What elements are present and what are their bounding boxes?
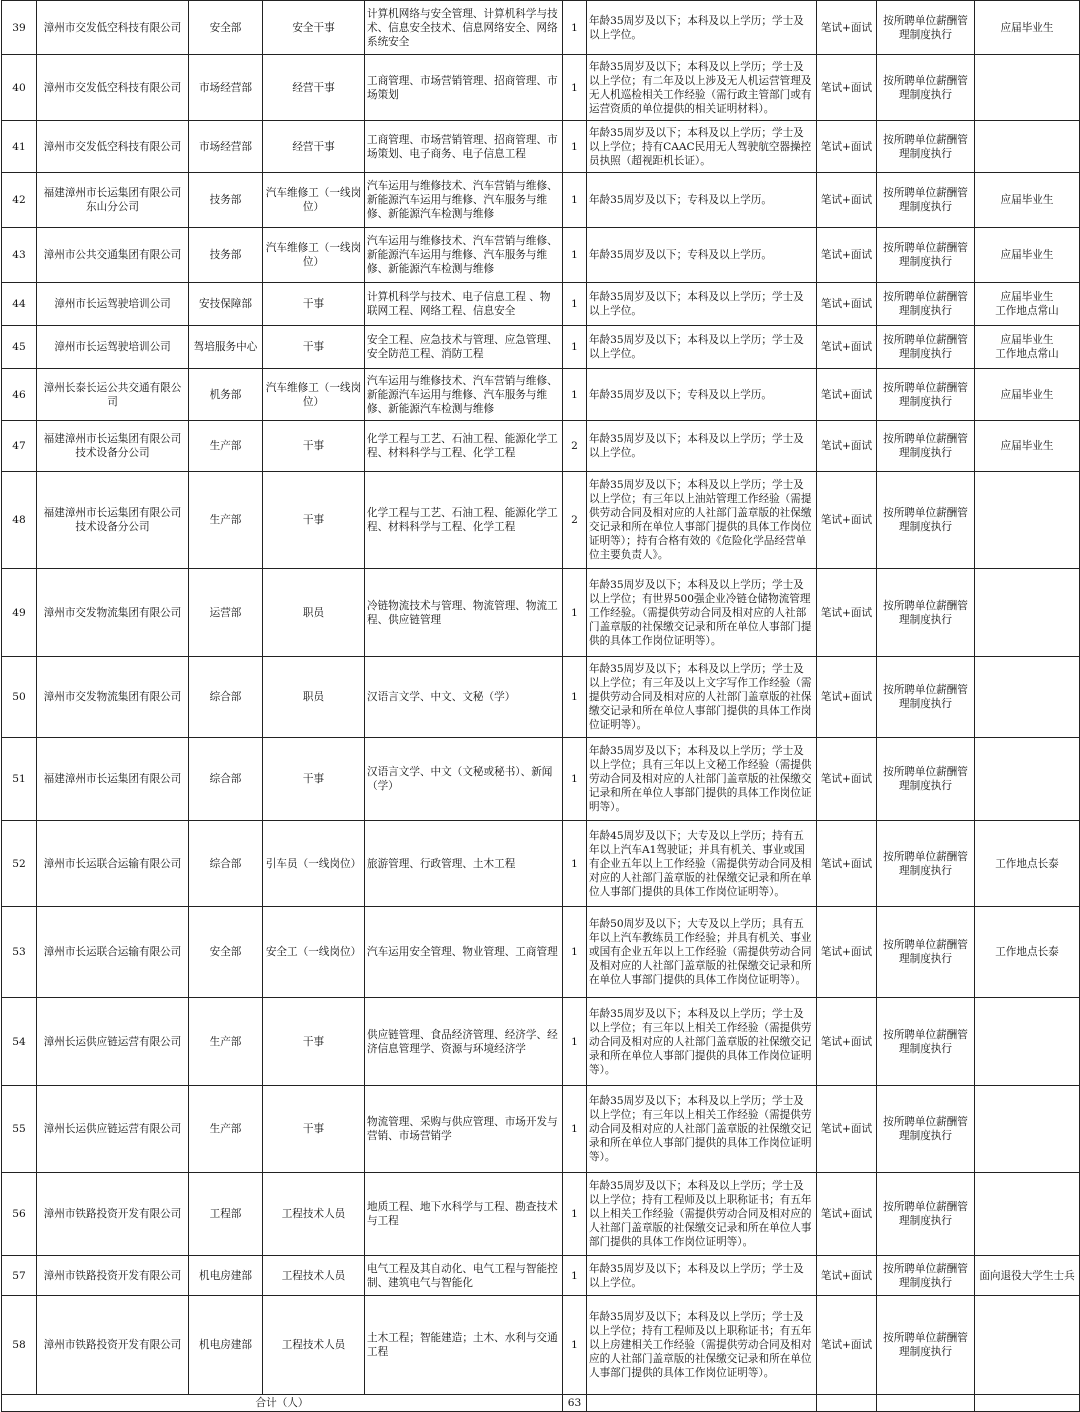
row-number: 55 — [2, 1086, 37, 1173]
remark-cell — [975, 1086, 1080, 1173]
requirements-cell: 年龄35周岁及以下；本科及以上学历；学士及以上学位。 — [587, 1256, 817, 1296]
table-row — [2, 821, 1080, 907]
department-cell: 生产部 — [189, 1086, 263, 1173]
company-cell: 漳州市铁路投资开发有限公司 — [37, 1296, 189, 1395]
major-cell: 冷链物流技术与管理、物流管理、物流工程、供应链管理 — [365, 569, 563, 657]
row-number: 41 — [2, 121, 37, 173]
company-cell: 福建漳州市长运集团有限公司技术设备分公司 — [37, 472, 189, 569]
headcount-cell: 2 — [563, 421, 587, 472]
company-cell: 漳州长运供应链运营有限公司 — [37, 998, 189, 1086]
table-row — [2, 228, 1080, 283]
remark-cell — [975, 569, 1080, 657]
company-cell: 漳州市公共交通集团有限公司 — [37, 228, 189, 283]
company-cell: 漳州市交发物流集团有限公司 — [37, 569, 189, 657]
position-cell: 干事 — [263, 998, 365, 1086]
salary-cell: 按所聘单位薪酬管理制度执行 — [877, 657, 975, 738]
company-cell: 漳州市长运联合运输有限公司 — [37, 907, 189, 998]
row-number: 57 — [2, 1256, 37, 1296]
exam-method-cell: 笔试+面试 — [817, 998, 877, 1086]
row-number: 52 — [2, 821, 37, 907]
row-number: 46 — [2, 369, 37, 421]
remark-cell: 应届毕业生 — [975, 421, 1080, 472]
company-cell: 漳州市长运联合运输有限公司 — [37, 821, 189, 907]
remark-cell: 应届毕业生 — [975, 1, 1080, 55]
requirements-cell: 年龄50周岁及以下；大专及以上学历；具有五年以上汽车教练员工作经验；并具有机关、事业或国有企业五年以上工作经验（需提供劳动合同及相对应的人社部门盖章版的社保缴交记录和所在单位人事部门提供的具体工作岗位证明等）。 — [587, 907, 817, 998]
department-cell: 生产部 — [189, 472, 263, 569]
headcount-cell: 2 — [563, 472, 587, 569]
position-cell: 职员 — [263, 569, 365, 657]
requirements-cell: 年龄35周岁及以下；专科及以上学历。 — [587, 228, 817, 283]
position-cell: 工程技术人员 — [263, 1296, 365, 1395]
exam-method-cell: 笔试+面试 — [817, 421, 877, 472]
headcount-cell: 1 — [563, 1173, 587, 1256]
total-empty-cell — [975, 1395, 1080, 1412]
requirements-cell: 年龄35周岁及以下；本科及以上学历；学士及以上学位。 — [587, 421, 817, 472]
exam-method-cell: 笔试+面试 — [817, 369, 877, 421]
salary-cell: 按所聘单位薪酬管理制度执行 — [877, 283, 975, 326]
requirements-cell: 年龄35周岁及以下；本科及以上学历；学士及以上学位。 — [587, 283, 817, 326]
remark-cell: 应届毕业生 — [975, 173, 1080, 228]
department-cell: 机电房建部 — [189, 1256, 263, 1296]
requirements-cell: 年龄35周岁及以下；本科及以上学历；学士及以上学位；有三年以上相关工作经验（需提供劳动合同及相对应的人社部门盖章版的社保缴交记录和所在单位人事部门提供的具体工作岗位证明等）。 — [587, 998, 817, 1086]
table-row — [2, 1296, 1080, 1395]
major-cell: 汽车运用安全管理、物业管理、工商管理 — [365, 907, 563, 998]
department-cell: 驾培服务中心 — [189, 326, 263, 369]
exam-method-cell: 笔试+面试 — [817, 326, 877, 369]
table-row — [2, 283, 1080, 326]
department-cell: 综合部 — [189, 738, 263, 821]
row-number: 50 — [2, 657, 37, 738]
major-cell: 工商管理、市场营销管理、招商管理、市场策划 — [365, 55, 563, 121]
row-number: 47 — [2, 421, 37, 472]
headcount-cell: 1 — [563, 569, 587, 657]
requirements-cell: 年龄35周岁及以下；本科及以上学历；学士及以上学位；有三年以上相关工作经验（需提供劳动合同及相对应的人社部门盖章版的社保缴交记录和所在单位人事部门提供的具体工作岗位证明等）。 — [587, 1086, 817, 1173]
row-number: 43 — [2, 228, 37, 283]
exam-method-cell: 笔试+面试 — [817, 569, 877, 657]
requirements-cell: 年龄35周岁及以下；专科及以上学历。 — [587, 369, 817, 421]
position-cell: 干事 — [263, 421, 365, 472]
requirements-cell: 年龄35周岁及以下；本科及以上学历；学士及以上学位；有三年及以上文字写作工作经验（需提供劳动合同及相对应的人社部门盖章版的社保缴交记录和所在单位人事部门提供的具体工作岗位证明等）。 — [587, 657, 817, 738]
remark-cell — [975, 1173, 1080, 1256]
major-cell: 地质工程、地下水科学与工程、勘查技术与工程 — [365, 1173, 563, 1256]
requirements-cell: 年龄35周岁及以下；本科及以上学历；学士及以上学位；持有CAAC民用无人驾驶航空器操控员执照（超视距机长证）。 — [587, 121, 817, 173]
position-cell: 经营干事 — [263, 55, 365, 121]
department-cell: 市场经营部 — [189, 121, 263, 173]
exam-method-cell: 笔试+面试 — [817, 1, 877, 55]
department-cell: 安全部 — [189, 907, 263, 998]
headcount-cell: 1 — [563, 369, 587, 421]
headcount-cell: 1 — [563, 55, 587, 121]
department-cell: 安全部 — [189, 1, 263, 55]
table-row — [2, 657, 1080, 738]
position-cell: 汽车维修工（一线岗位） — [263, 228, 365, 283]
requirements-cell: 年龄35周岁及以下；本科及以上学历；学士及以上学位；有三年以上油站管理工作经验（需提供劳动合同及相对应的人社部门盖章版的社保缴交记录和所在单位人事部门提供的具体工作岗位证明等）；持有合格有效的《危险化学品经营单位主要负责人》。 — [587, 472, 817, 569]
salary-cell: 按所聘单位薪酬管理制度执行 — [877, 472, 975, 569]
company-cell: 漳州市交发低空科技有限公司 — [37, 55, 189, 121]
total-label: 合计（人） — [2, 1395, 563, 1412]
major-cell: 电气工程及其自动化、电气工程与智能控制、建筑电气与智能化 — [365, 1256, 563, 1296]
exam-method-cell: 笔试+面试 — [817, 1296, 877, 1395]
exam-method-cell: 笔试+面试 — [817, 821, 877, 907]
table-row — [2, 173, 1080, 228]
headcount-cell: 1 — [563, 326, 587, 369]
exam-method-cell: 笔试+面试 — [817, 472, 877, 569]
total-value: 63 — [563, 1395, 587, 1412]
department-cell: 技务部 — [189, 173, 263, 228]
exam-method-cell: 笔试+面试 — [817, 1256, 877, 1296]
row-number: 51 — [2, 738, 37, 821]
remark-cell — [975, 657, 1080, 738]
salary-cell: 按所聘单位薪酬管理制度执行 — [877, 1256, 975, 1296]
company-cell: 福建漳州市长运集团有限公司 — [37, 738, 189, 821]
salary-cell: 按所聘单位薪酬管理制度执行 — [877, 326, 975, 369]
recruitment-table — [1, 0, 1080, 1412]
remark-cell: 应届毕业生 — [975, 369, 1080, 421]
company-cell: 漳州市铁路投资开发有限公司 — [37, 1173, 189, 1256]
headcount-cell: 1 — [563, 738, 587, 821]
department-cell: 综合部 — [189, 657, 263, 738]
row-number: 53 — [2, 907, 37, 998]
position-cell: 经营干事 — [263, 121, 365, 173]
exam-method-cell: 笔试+面试 — [817, 173, 877, 228]
requirements-cell: 年龄35周岁及以下；本科及以上学历；学士及以上学位；有二年及以上涉及无人机运营管理及无人机巡检相关工作经验（需行政主管部门或有运营资质的单位提供的相关证明材料）。 — [587, 55, 817, 121]
department-cell: 机电房建部 — [189, 1296, 263, 1395]
position-cell: 干事 — [263, 326, 365, 369]
position-cell: 干事 — [263, 738, 365, 821]
department-cell: 安技保障部 — [189, 283, 263, 326]
total-empty-cell — [877, 1395, 975, 1412]
department-cell: 生产部 — [189, 421, 263, 472]
company-cell: 漳州市铁路投资开发有限公司 — [37, 1256, 189, 1296]
remark-cell — [975, 738, 1080, 821]
headcount-cell: 1 — [563, 173, 587, 228]
position-cell: 工程技术人员 — [263, 1173, 365, 1256]
exam-method-cell: 笔试+面试 — [817, 738, 877, 821]
major-cell: 汉语言文学、中文、文秘（学） — [365, 657, 563, 738]
exam-method-cell: 笔试+面试 — [817, 907, 877, 998]
salary-cell: 按所聘单位薪酬管理制度执行 — [877, 369, 975, 421]
exam-method-cell: 笔试+面试 — [817, 55, 877, 121]
headcount-cell: 1 — [563, 1296, 587, 1395]
table-row — [2, 326, 1080, 369]
major-cell: 工商管理、市场营销管理、招商管理、市场策划、电子商务、电子信息工程 — [365, 121, 563, 173]
total-empty-cell — [587, 1395, 817, 1412]
table-row — [2, 121, 1080, 173]
major-cell: 土木工程；智能建造；土木、水利与交通工程 — [365, 1296, 563, 1395]
remark-cell: 应届毕业生 工作地点常山 — [975, 283, 1080, 326]
department-cell: 市场经营部 — [189, 55, 263, 121]
requirements-cell: 年龄35周岁及以下；本科及以上学历；学士及以上学位。 — [587, 326, 817, 369]
company-cell: 漳州市长运驾驶培训公司 — [37, 326, 189, 369]
salary-cell: 按所聘单位薪酬管理制度执行 — [877, 228, 975, 283]
requirements-cell: 年龄35周岁及以下；本科及以上学历；学士及以上学位；具有三年以上文秘工作经验（需提供劳动合同及相对应的人社部门盖章版的社保缴交记录和所在单位人事部门提供的具体工作岗位证明等）。 — [587, 738, 817, 821]
row-number: 42 — [2, 173, 37, 228]
row-number: 39 — [2, 1, 37, 55]
exam-method-cell: 笔试+面试 — [817, 283, 877, 326]
headcount-cell: 1 — [563, 657, 587, 738]
row-number: 40 — [2, 55, 37, 121]
remark-cell: 工作地点长泰 — [975, 821, 1080, 907]
headcount-cell: 1 — [563, 1256, 587, 1296]
salary-cell: 按所聘单位薪酬管理制度执行 — [877, 907, 975, 998]
position-cell: 汽车维修工（一线岗位） — [263, 369, 365, 421]
requirements-cell: 年龄35周岁及以下；本科及以上学历；学士及以上学位；持有工程师及以上职称证书；有五年以上相关工作经验（需提供劳动合同及相对应的人社部门盖章版的社保缴交记录和所在单位人事部门提供的具体工作岗位证明等）。 — [587, 1173, 817, 1256]
headcount-cell: 1 — [563, 907, 587, 998]
remark-cell: 应届毕业生 工作地点常山 — [975, 326, 1080, 369]
table-row — [2, 1173, 1080, 1256]
headcount-cell: 1 — [563, 1, 587, 55]
total-empty-cell — [817, 1395, 877, 1412]
requirements-cell: 年龄35周岁及以下；专科及以上学历。 — [587, 173, 817, 228]
table-row — [2, 998, 1080, 1086]
department-cell: 机务部 — [189, 369, 263, 421]
row-number: 49 — [2, 569, 37, 657]
table-row — [2, 421, 1080, 472]
department-cell: 工程部 — [189, 1173, 263, 1256]
salary-cell: 按所聘单位薪酬管理制度执行 — [877, 1, 975, 55]
department-cell: 综合部 — [189, 821, 263, 907]
table-row — [2, 1, 1080, 55]
major-cell: 供应链管理、食品经济管理、经济学、经济信息管理学、资源与环境经济学 — [365, 998, 563, 1086]
table-row — [2, 569, 1080, 657]
salary-cell: 按所聘单位薪酬管理制度执行 — [877, 1086, 975, 1173]
major-cell: 汽车运用与维修技术、汽车营销与维修、新能源汽车运用与维修、汽车服务与维修、新能源汽车检测与维修 — [365, 173, 563, 228]
exam-method-cell: 笔试+面试 — [817, 1173, 877, 1256]
department-cell: 运营部 — [189, 569, 263, 657]
remark-cell — [975, 998, 1080, 1086]
requirements-cell: 年龄35周岁及以下；本科及以上学历；学士及以上学位；有世界500强企业冷链仓储物流管理工作经验。（需提供劳动合同及相对应的人社部门盖章版的社保缴交记录和所在单位人事部门提供的具体工作岗位证明等）。 — [587, 569, 817, 657]
major-cell: 汽车运用与维修技术、汽车营销与维修、新能源汽车运用与维修、汽车服务与维修、新能源汽车检测与维修 — [365, 228, 563, 283]
position-cell: 汽车维修工（一线岗位） — [263, 173, 365, 228]
major-cell: 化学工程与工艺、石油工程、能源化学工程、材料科学与工程、化学工程 — [365, 472, 563, 569]
salary-cell: 按所聘单位薪酬管理制度执行 — [877, 421, 975, 472]
company-cell: 漳州市交发低空科技有限公司 — [37, 1, 189, 55]
major-cell: 物流管理、采购与供应管理、市场开发与营销、市场营销学 — [365, 1086, 563, 1173]
position-cell: 工程技术人员 — [263, 1256, 365, 1296]
salary-cell: 按所聘单位薪酬管理制度执行 — [877, 821, 975, 907]
requirements-cell: 年龄35周岁及以下；本科及以上学历；学士及以上学位。 — [587, 1, 817, 55]
row-number: 44 — [2, 283, 37, 326]
table-row — [2, 738, 1080, 821]
salary-cell: 按所聘单位薪酬管理制度执行 — [877, 121, 975, 173]
headcount-cell: 1 — [563, 1086, 587, 1173]
remark-cell: 面向退役大学生士兵 — [975, 1256, 1080, 1296]
major-cell: 汽车运用与维修技术、汽车营销与维修、新能源汽车运用与维修、汽车服务与维修、新能源汽车检测与维修 — [365, 369, 563, 421]
major-cell: 计算机科学与技术、电子信息工程 、物联网工程、网络工程、信息安全 — [365, 283, 563, 326]
position-cell: 干事 — [263, 1086, 365, 1173]
exam-method-cell: 笔试+面试 — [817, 228, 877, 283]
department-cell: 生产部 — [189, 998, 263, 1086]
position-cell: 安全干事 — [263, 1, 365, 55]
major-cell: 化学工程与工艺、石油工程、能源化学工程、材料科学与工程、化学工程 — [365, 421, 563, 472]
requirements-cell: 年龄45周岁及以下；大专及以上学历；持有五年以上汽车A1驾驶证；并具有机关、事业或国有企业五年以上工作经验（需提供劳动合同及相对应的人社部门盖章版的社保缴交记录和所在单位人事部门提供的具体工作岗位证明等）。 — [587, 821, 817, 907]
table-row — [2, 472, 1080, 569]
remark-cell — [975, 1296, 1080, 1395]
row-number: 54 — [2, 998, 37, 1086]
salary-cell: 按所聘单位薪酬管理制度执行 — [877, 1173, 975, 1256]
headcount-cell: 1 — [563, 821, 587, 907]
table-row — [2, 369, 1080, 421]
row-number: 45 — [2, 326, 37, 369]
salary-cell: 按所聘单位薪酬管理制度执行 — [877, 569, 975, 657]
table-row — [2, 1086, 1080, 1173]
salary-cell: 按所聘单位薪酬管理制度执行 — [877, 1296, 975, 1395]
company-cell: 漳州长泰长运公共交通有限公司 — [37, 369, 189, 421]
position-cell: 干事 — [263, 472, 365, 569]
exam-method-cell: 笔试+面试 — [817, 1086, 877, 1173]
position-cell: 引车员（一线岗位） — [263, 821, 365, 907]
company-cell: 漳州市长运驾驶培训公司 — [37, 283, 189, 326]
exam-method-cell: 笔试+面试 — [817, 657, 877, 738]
remark-cell — [975, 472, 1080, 569]
major-cell: 安全工程、应急技术与管理、应急管理、安全防范工程、消防工程 — [365, 326, 563, 369]
row-number: 58 — [2, 1296, 37, 1395]
remark-cell: 工作地点长泰 — [975, 907, 1080, 998]
exam-method-cell: 笔试+面试 — [817, 121, 877, 173]
major-cell: 旅游管理、行政管理、土木工程 — [365, 821, 563, 907]
company-cell: 漳州市交发低空科技有限公司 — [37, 121, 189, 173]
remark-cell — [975, 121, 1080, 173]
position-cell: 安全工（一线岗位） — [263, 907, 365, 998]
row-number: 56 — [2, 1173, 37, 1256]
remark-cell — [975, 55, 1080, 121]
position-cell: 干事 — [263, 283, 365, 326]
headcount-cell: 1 — [563, 121, 587, 173]
major-cell: 计算机网络与安全管理、计算机科学与技术、信息安全技术、信息网络安全、网络系统安全 — [365, 1, 563, 55]
total-row — [2, 1395, 1080, 1412]
company-cell: 漳州市交发物流集团有限公司 — [37, 657, 189, 738]
headcount-cell: 1 — [563, 998, 587, 1086]
headcount-cell: 1 — [563, 228, 587, 283]
company-cell: 漳州长运供应链运营有限公司 — [37, 1086, 189, 1173]
salary-cell: 按所聘单位薪酬管理制度执行 — [877, 998, 975, 1086]
department-cell: 技务部 — [189, 228, 263, 283]
salary-cell: 按所聘单位薪酬管理制度执行 — [877, 738, 975, 821]
headcount-cell: 1 — [563, 283, 587, 326]
table-row — [2, 907, 1080, 998]
requirements-cell: 年龄35周岁及以下；本科及以上学历；学士及以上学位；持有工程师及以上职称证书；有五年以上房建相关工作经验（需提供劳动合同及相对应的人社部门盖章版的社保缴交记录和所在单位人事部门提供的具体工作岗位证明等）。 — [587, 1296, 817, 1395]
row-number: 48 — [2, 472, 37, 569]
remark-cell: 应届毕业生 — [975, 228, 1080, 283]
company-cell: 福建漳州市长运集团有限公司东山分公司 — [37, 173, 189, 228]
position-cell: 职员 — [263, 657, 365, 738]
major-cell: 汉语言文学、中文（文秘或秘书）、新闻（学） — [365, 738, 563, 821]
salary-cell: 按所聘单位薪酬管理制度执行 — [877, 55, 975, 121]
table-row — [2, 55, 1080, 121]
table-row — [2, 1256, 1080, 1296]
company-cell: 福建漳州市长运集团有限公司技术设备分公司 — [37, 421, 189, 472]
salary-cell: 按所聘单位薪酬管理制度执行 — [877, 173, 975, 228]
